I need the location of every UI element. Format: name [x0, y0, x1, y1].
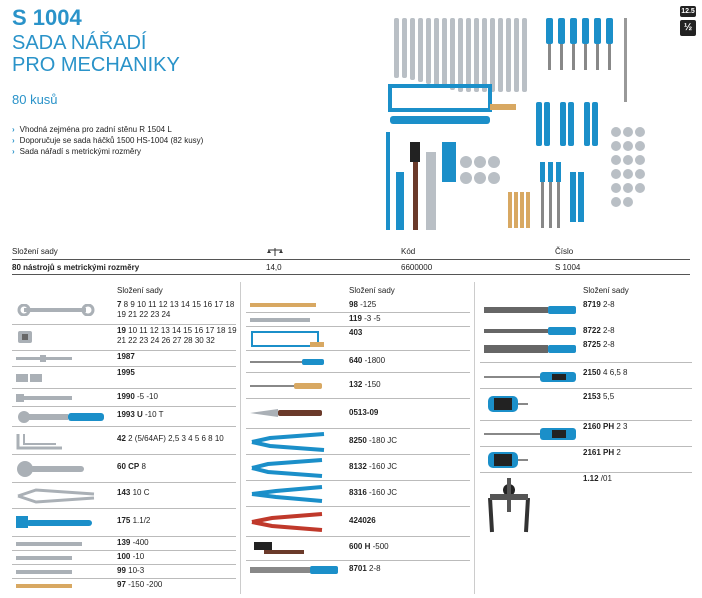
row-separator — [246, 480, 470, 481]
item-sizes-line2: 19 21 22 23 24 — [117, 310, 171, 319]
phillips-screwdriver-icon — [484, 428, 580, 440]
drive-badge: ½ — [680, 20, 696, 36]
spec-col-code: Kód — [401, 247, 416, 256]
pipe-wrench-icon — [16, 514, 96, 532]
row-separator — [12, 324, 236, 325]
list-item: 1995 — [12, 368, 236, 388]
list-item: 2161 PH 2 — [480, 448, 692, 472]
spec-code: 6600000 — [401, 263, 433, 272]
puller-icon — [484, 476, 534, 536]
column-divider — [474, 282, 475, 594]
list-item: 0513-09 — [246, 400, 470, 428]
row-separator — [480, 472, 692, 473]
feature-item: › Vhodná zejména pro zadní stěnu R 1504 L — [12, 124, 203, 135]
feature-item: › Doporučuje se sada háčků 1500 HS-1004 (82 kusy) — [12, 135, 203, 146]
punch-icon — [16, 555, 86, 561]
half-round-file-icon — [484, 344, 580, 354]
file-icon — [250, 566, 342, 574]
row-separator — [246, 560, 470, 561]
list-item: 8701 2-8 — [246, 562, 470, 578]
list-item: 1993 U -10 T — [12, 408, 236, 426]
list-item: 1987 — [12, 352, 236, 366]
long-nose-pliers-icon — [250, 484, 326, 504]
list-item: 97 -150 -200 — [12, 580, 236, 592]
row-separator — [12, 454, 236, 455]
ratchet-icon — [16, 411, 106, 423]
water-pump-pliers-icon — [16, 488, 96, 504]
spec-weight: 14,0 — [266, 263, 282, 272]
drift-punch-icon — [250, 302, 320, 308]
list-item: 403 — [246, 328, 470, 350]
list-item: 8316 -160 JC — [246, 482, 470, 506]
knife-icon — [250, 408, 326, 418]
title-line-2: PRO MECHANIKY — [12, 54, 180, 76]
list-item — [12, 298, 236, 324]
column-3-header: Složení sady — [583, 286, 629, 295]
list-item: 139 -400 — [12, 538, 236, 550]
row-separator — [12, 508, 236, 509]
list-item: 600 H -500 — [246, 538, 470, 560]
list-item: 19 10 11 12 13 14 15 16 17 18 19 21 22 23 24 26 27 28 30 32 — [12, 326, 236, 350]
list-item: 132 -150 — [246, 374, 470, 398]
list-item: 8719 2-8 — [480, 298, 692, 324]
center-punch-icon — [16, 541, 86, 547]
column-2-header: Složení sady — [349, 286, 395, 295]
hex-key-icon — [16, 432, 66, 450]
row-separator — [246, 536, 470, 537]
spec-composition: 80 nástrojů s metrickými rozměry — [12, 263, 140, 272]
pin-punch-icon — [16, 569, 86, 575]
row-separator — [480, 446, 692, 447]
row-separator — [480, 362, 692, 363]
combination-wrench-icon — [16, 304, 96, 316]
list-item: 8725 2-8 — [480, 338, 692, 362]
item-sizes: 8 9 10 11 12 13 14 15 16 17 18 — [121, 300, 235, 309]
feature-item: › Sada nářadí s metrickými rozměry — [12, 146, 203, 157]
adjustable-wrench-icon — [16, 460, 86, 478]
tool-set-image — [380, 12, 660, 230]
row-separator — [246, 454, 470, 455]
title-line-1: SADA NÁŘADÍ — [12, 32, 147, 54]
list-item: 1990 -5 -10 — [12, 390, 236, 406]
row-separator — [12, 536, 236, 537]
row-separator — [246, 428, 470, 429]
list-item: 424026 — [246, 508, 470, 536]
feature-list — [12, 124, 203, 157]
row-separator — [246, 326, 470, 327]
tin-snips-icon — [250, 510, 326, 534]
hammer-icon — [250, 540, 310, 558]
list-item: 119 -3 -5 — [246, 314, 470, 326]
row-separator — [12, 388, 236, 389]
scale-icon — [266, 247, 284, 257]
list-item: 143 10 C — [12, 484, 236, 508]
row-separator — [246, 398, 470, 399]
column-1-header: Složení sady — [117, 286, 163, 295]
row-separator — [12, 550, 236, 551]
row-separator — [246, 350, 470, 351]
screwdriver-long-icon — [250, 358, 326, 366]
list-item: 98 -125 — [246, 298, 470, 312]
item-number: 7 — [117, 300, 122, 309]
list-item: 175 1.1/2 — [12, 510, 236, 536]
pin-punch-small-icon — [250, 317, 320, 323]
round-file-icon — [484, 327, 580, 335]
phillips-stubby-icon — [484, 450, 534, 470]
cutting-pliers-icon — [250, 458, 326, 478]
set-code: S 1004 — [12, 5, 82, 30]
row-separator — [246, 506, 470, 507]
chisel-icon — [16, 583, 86, 589]
row-separator — [12, 406, 236, 407]
spec-col-number: Číslo — [555, 247, 574, 256]
piece-count: 80 kusů — [12, 92, 58, 107]
row-separator — [246, 372, 470, 373]
list-item: 8132 -160 JC — [246, 456, 470, 480]
row-separator — [12, 350, 236, 351]
row-separator — [480, 420, 692, 421]
hacksaw-icon — [250, 330, 326, 348]
list-item: 640 -1800 — [246, 352, 470, 372]
list-item: 2160 PH 2 3 — [480, 422, 692, 446]
list-item: 1.12 /01 — [480, 474, 692, 538]
row-separator — [12, 564, 236, 565]
row-separator — [12, 366, 236, 367]
list-item: 8250 -180 JC — [246, 430, 470, 454]
list-item: 60 CP 8 — [12, 456, 236, 482]
list-item: 99 10-3 — [12, 566, 236, 578]
row-separator — [12, 426, 236, 427]
row-separator — [12, 482, 236, 483]
combination-pliers-icon — [250, 432, 326, 452]
stubby-screwdriver-icon — [484, 394, 534, 414]
list-item: 2150 4 6,5 8 — [480, 364, 692, 388]
extension-bar-icon — [16, 355, 76, 363]
list-item: 100 -10 — [12, 552, 236, 564]
spec-bottom-rule — [12, 274, 690, 275]
flat-file-icon — [484, 306, 580, 314]
row-separator — [246, 312, 470, 313]
spec-divider — [12, 259, 690, 260]
spec-number: S 1004 — [555, 263, 581, 272]
slotted-screwdriver-icon — [484, 372, 580, 382]
list-item: 42 2 (5/64AF) 2,5 3 4 5 6 8 10 — [12, 428, 236, 454]
size-badge: 12.5 — [681, 8, 695, 15]
screwdriver-icon — [250, 382, 326, 390]
extension-set-icon — [16, 393, 76, 403]
list-item: 2153 5,5 — [480, 390, 692, 420]
row-separator — [480, 388, 692, 389]
socket-icon — [16, 330, 36, 344]
row-separator — [12, 578, 236, 579]
spec-col-composition: Složení sady — [12, 247, 58, 256]
list-item: 8722 2-8 — [480, 324, 692, 338]
universal-joint-icon — [16, 372, 46, 384]
